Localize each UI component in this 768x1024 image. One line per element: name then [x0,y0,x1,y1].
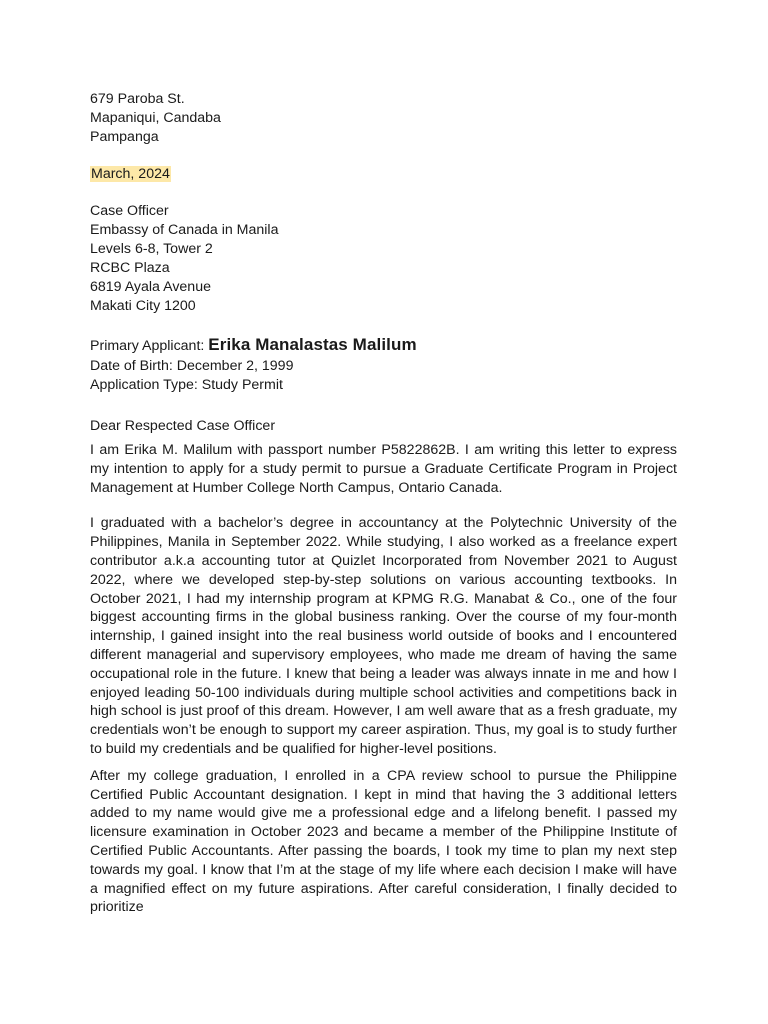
body-paragraph: I graduated with a bachelor’s degree in accountancy at the Polytechnic University of the Philippines, Manila in September 2022. While studying, I also worked as a freelance expert contributor a.k.a accounting tutor at Quizlet Incorporated from November 2021 to August 2022, where we developed step-by-step solutions on various accounting textbooks. In October 2021, I had my internship program at KPMG R.G. Manabat & Co., one of the four biggest accounting firms in the global business ranking. Over the course of my four-month internship, I gained insight into the real business world outside of books and I encountered different managerial and supervisory employees, who made me dream of having the same occupational role in the future. I knew that being a leader was always innate in me and how I enjoyed leading 50-100 individuals during multiple school activities and competitions back in high school is just proof of this dream. However, I am well aware that as a fresh graduate, my credentials won’t be enough to support my career aspiration. Thus, my goal is to study further to build my credentials and be qualified for higher-level positions. [90,515,677,757]
sender-province: Pampanga [90,129,159,145]
sender-street: 679 Paroba St. [90,91,185,107]
letter-page [90,90,677,917]
body-paragraph: I am Erika M. Malilum with passport number P5822862B. I am writing this letter to express my intention to apply for a study permit to pursue a Graduate Certificate Program in Project Management at Humber College North Campus, Ontario Canada. [90,442,677,496]
recipient-address [90,202,677,316]
body-paragraph: After my college graduation, I enrolled in a CPA review school to pursue the Philippine Certified Public Accountant designation. I kept in mind that having the 3 additional letters added to my name would give me a professional edge and a lifelong benefit. I passed my licensure examination in October 2023 and became a member of the Philippine Institute of Certified Public Accountants. After passing the boards, I took my time to plan my next step towards my goal. I know that I’m at the stage of my life where each decision I make will have a magnified effect on my future aspirations. After careful consideration, I finally decided to prioritize [90,767,677,916]
recipient-line: 6819 Ayala Avenue [90,279,211,295]
applicant-details [90,334,677,395]
applicant-name: Erika Manalastas Malilum [208,335,417,354]
sender-address [90,90,677,147]
date-highlight: March, 2024 [91,166,170,182]
recipient-line: Levels 6-8, Tower 2 [90,241,213,257]
letter-date [90,165,677,184]
application-type: Application Type: Study Permit [90,377,283,393]
applicant-dob: Date of Birth: December 2, 1999 [90,358,294,374]
applicant-label: Primary Applicant: [90,338,205,354]
recipient-line: Makati City 1200 [90,298,196,314]
recipient-line: Embassy of Canada in Manila [90,222,279,238]
primary-applicant [90,334,677,357]
salutation: Dear Respected Case Officer [90,418,276,434]
recipient-line: Case Officer [90,203,169,219]
recipient-line: RCBC Plaza [90,260,170,276]
sender-city: Mapaniqui, Candaba [90,110,221,126]
